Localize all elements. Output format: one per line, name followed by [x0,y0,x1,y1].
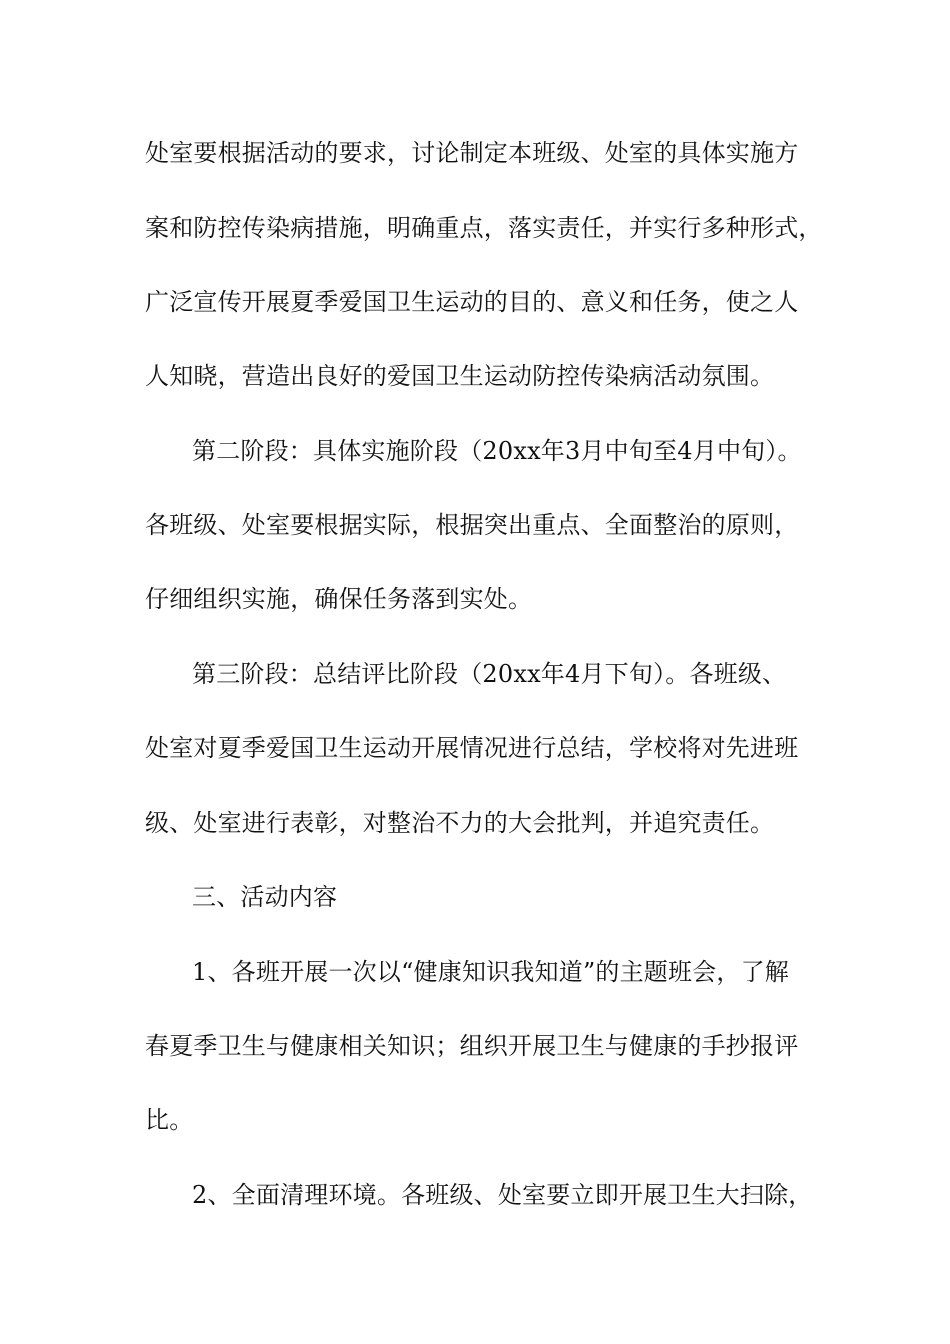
text-line: 处室要根据活动的要求，讨论制定本班级、处室的具体实施方 [145,139,799,167]
list-item-1: 1、各班开展一次以“健康知识我知道”的主题班会，了解 [192,958,790,986]
paragraph-stage-three-heading: 第三阶段：总结评比阶段（20xx年4月下旬）。各班级、 [192,660,787,688]
text-line: 人知晓，营造出良好的爱国卫生运动防控传染病活动氛围。 [145,362,775,390]
text-line: 处室对夏季爱国卫生运动开展情况进行总结，学校将对先进班 [145,734,799,762]
text-line: 各班级、处室要根据实际，根据突出重点、全面整治的原则， [145,511,799,539]
text-line: 仔细组织实施，确保任务落到实处。 [145,585,533,613]
section-heading-activity-content: 三、活动内容 [192,883,338,911]
list-item-2: 2、全面清理环境。各班级、处室要立即开展卫生大扫除， [192,1181,813,1209]
text-line: 广泛宣传开展夏季爱国卫生运动的目的、意义和任务，使之人 [145,288,799,316]
text-line: 案和防控传染病措施，明确重点，落实责任，并实行多种形式， [145,214,823,242]
text-line: 级、处室进行表彰，对整治不力的大会批判，并追究责任。 [145,809,775,837]
text-line: 比。 [145,1106,194,1134]
paragraph-stage-two-heading: 第二阶段：具体实施阶段（20xx年3月中旬至4月中旬）。 [192,437,802,465]
text-line: 春夏季卫生与健康相关知识；组织开展卫生与健康的手抄报评 [145,1032,799,1060]
